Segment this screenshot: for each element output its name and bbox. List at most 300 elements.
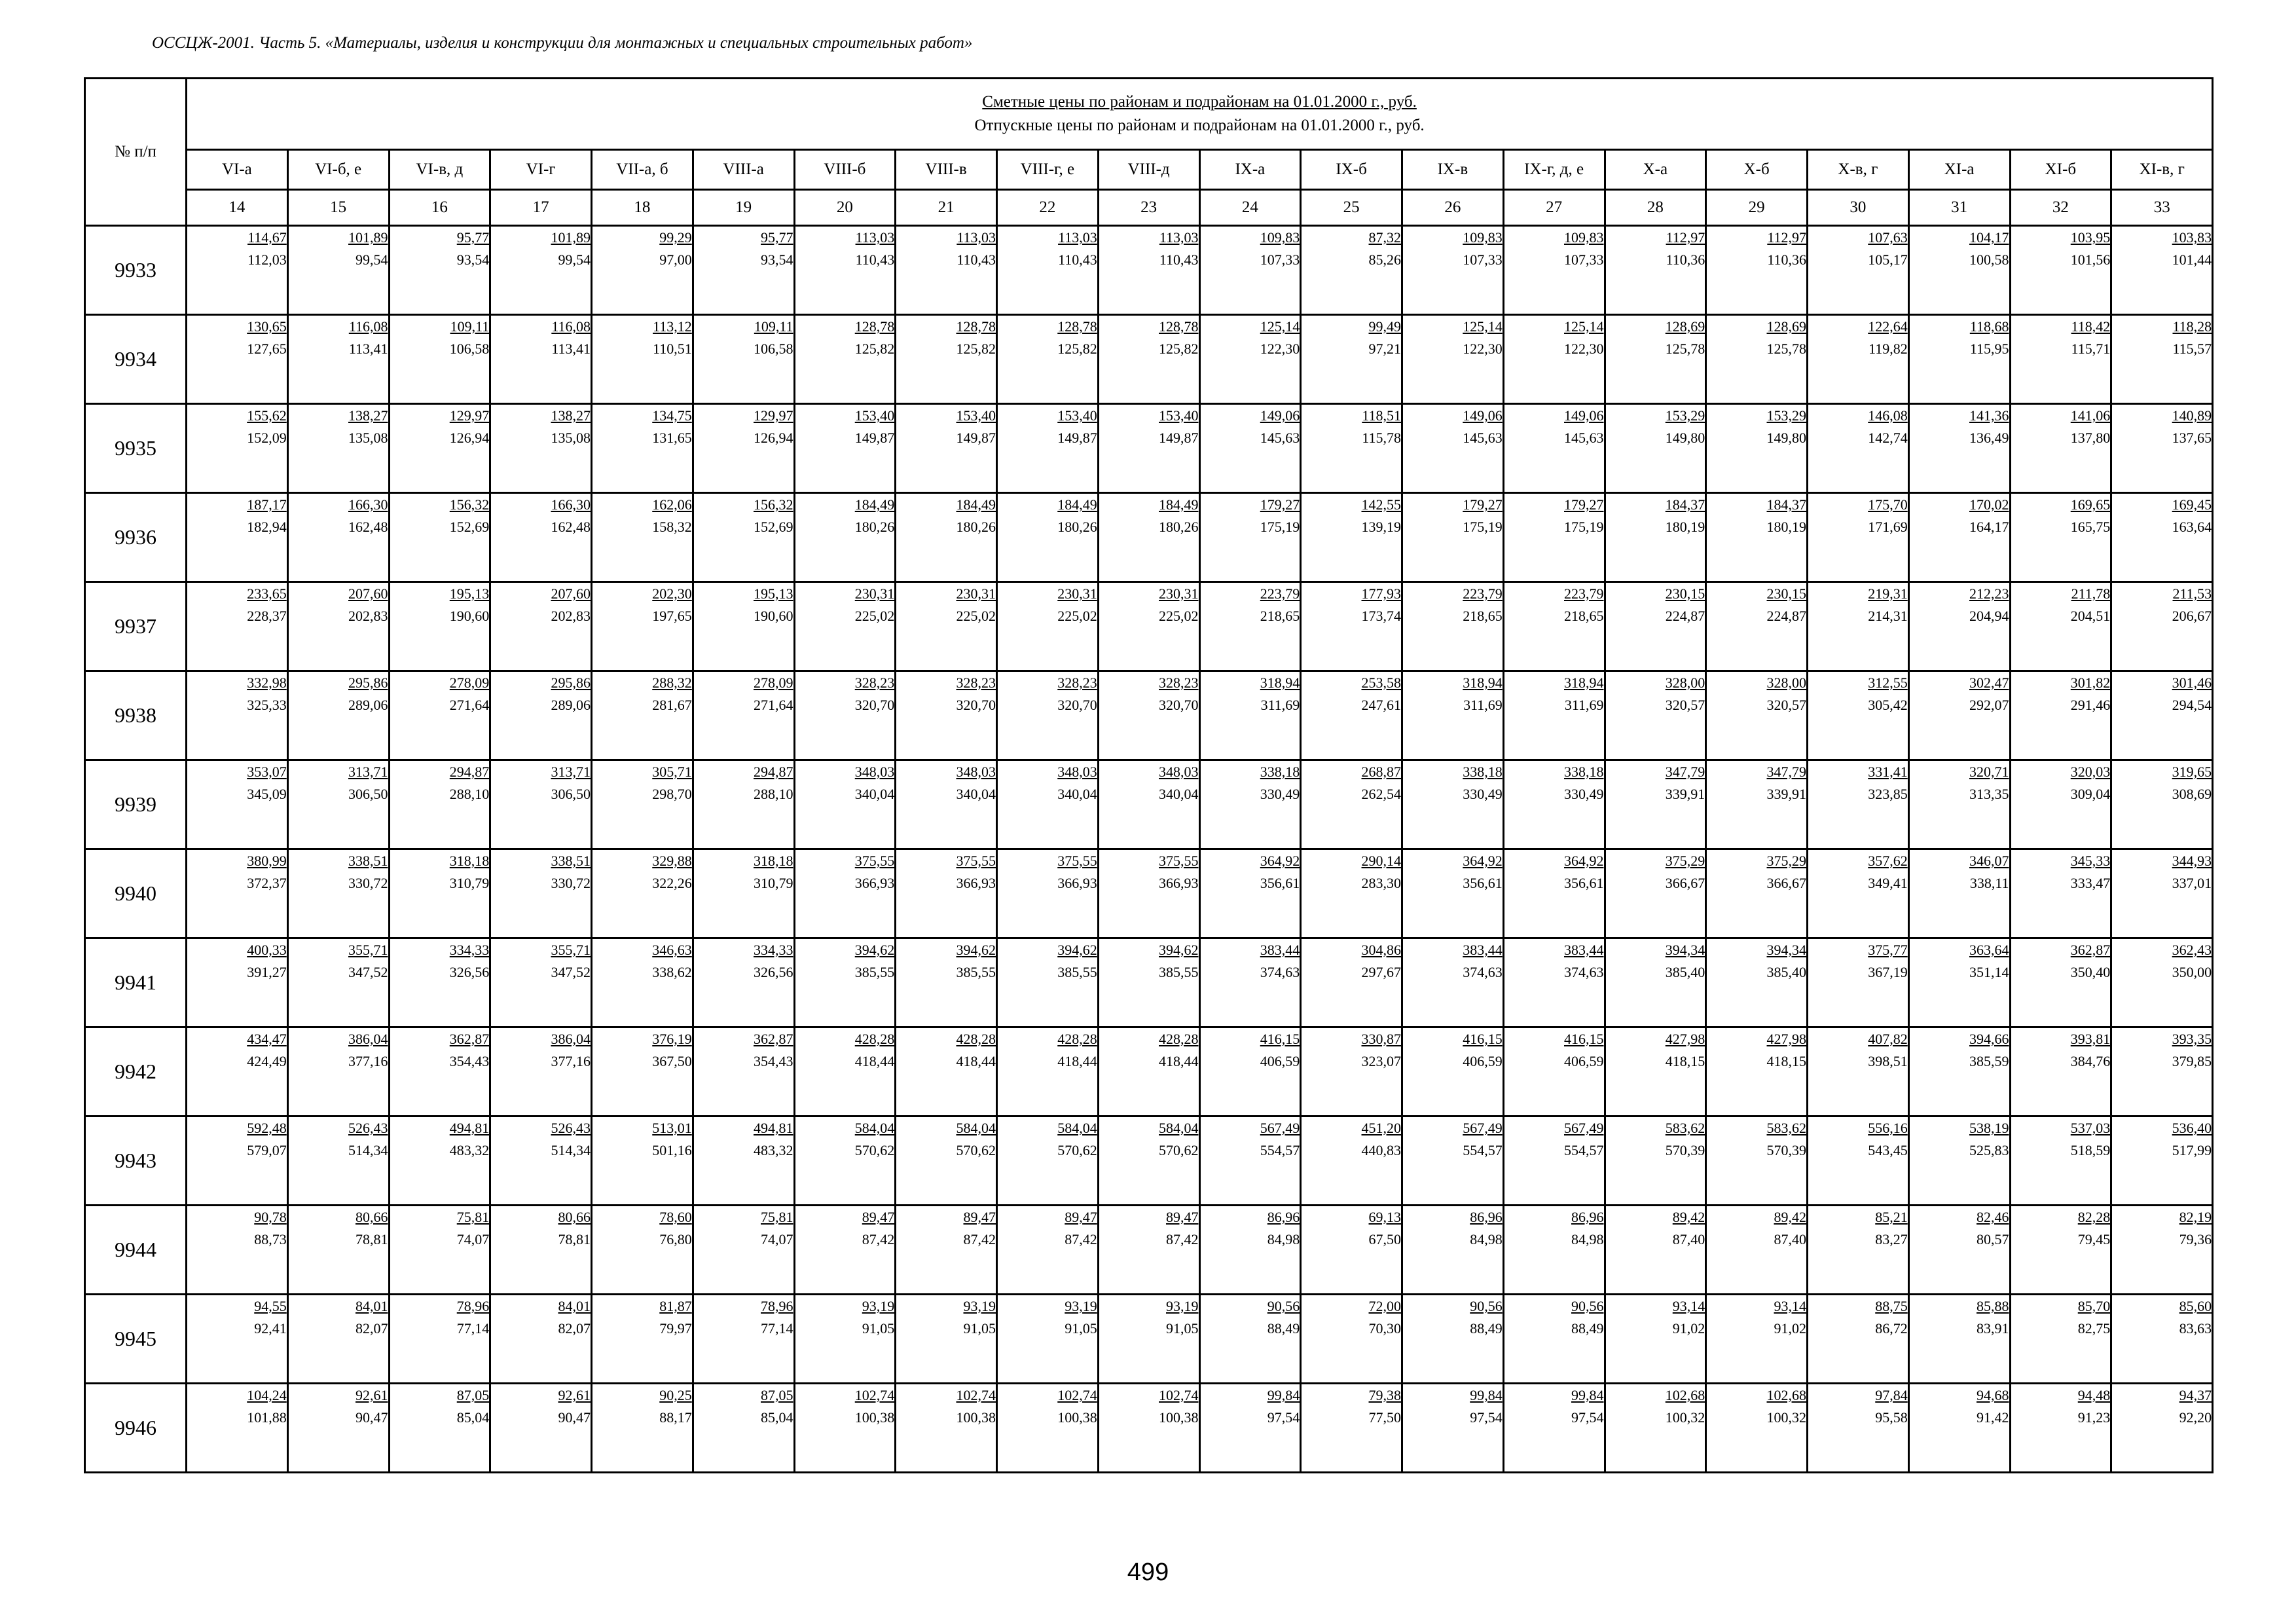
estimated-price: 212,23: [1969, 585, 2009, 602]
column-index: 33: [2111, 190, 2213, 226]
estimated-price: 153,29: [1766, 407, 1806, 424]
price-cell: [1301, 1027, 1402, 1116]
price-cell: [592, 938, 693, 1027]
price-cell: [490, 315, 592, 404]
price-cell: [592, 760, 693, 849]
estimated-price: 169,45: [2172, 496, 2212, 513]
release-price: 149,80: [1766, 430, 1806, 447]
estimated-price: 101,89: [348, 229, 388, 246]
release-price: 406,59: [1463, 1053, 1503, 1070]
release-price: 366,93: [854, 875, 895, 892]
estimated-price: 99,84: [1470, 1387, 1503, 1403]
release-price: 125,78: [1766, 341, 1806, 358]
release-price: 338,62: [652, 964, 692, 981]
price-cell: [1402, 404, 1504, 493]
release-price: 325,33: [247, 697, 287, 714]
release-price: 131,65: [652, 430, 692, 447]
price-cell: [1199, 226, 1301, 315]
estimated-price: 364,92: [1260, 853, 1300, 869]
price-cell: [1808, 1206, 1909, 1295]
release-price: 79,36: [2179, 1231, 2212, 1248]
release-price: 424,49: [247, 1053, 287, 1070]
column-index: 20: [794, 190, 896, 226]
price-cell: [389, 1206, 490, 1295]
estimated-price: 85,88: [1977, 1298, 2009, 1314]
estimated-price: 89,42: [1672, 1209, 1705, 1225]
estimated-price: 331,41: [1868, 764, 1908, 780]
estimated-price: 130,65: [247, 318, 287, 335]
price-cell: [2111, 404, 2213, 493]
price-cell: [2010, 938, 2111, 1027]
release-price: 514,34: [348, 1142, 388, 1159]
price-cell: [1605, 671, 1706, 760]
release-price: 483,32: [754, 1142, 793, 1159]
price-cell: [1402, 1384, 1504, 1473]
release-price: 122,30: [1564, 341, 1604, 358]
estimated-price: 416,15: [1260, 1031, 1300, 1047]
release-price: 74,07: [456, 1231, 490, 1248]
estimated-price: 128,78: [956, 318, 996, 335]
release-price: 320,70: [1159, 697, 1199, 714]
estimated-price: 86,96: [1571, 1209, 1604, 1225]
estimated-price: 166,30: [551, 496, 591, 513]
estimated-price: 184,49: [956, 496, 996, 513]
table-row: [85, 1027, 2213, 1116]
estimated-price: 86,96: [1470, 1209, 1503, 1225]
estimated-price: 187,17: [247, 496, 287, 513]
price-cell: [1808, 226, 1909, 315]
release-prices-caption: Отпускные цены по районам и подрайонам на 01.01.2000 г., руб.: [974, 117, 1425, 134]
estimated-price: 334,33: [449, 942, 490, 958]
estimated-price: 114,67: [247, 229, 287, 246]
release-price: 338,11: [1969, 875, 2009, 892]
estimated-price: 364,92: [1463, 853, 1503, 869]
price-cell: [1301, 1206, 1402, 1295]
estimated-price: 305,71: [652, 764, 692, 780]
price-cell: [997, 760, 1099, 849]
price-cell: [1605, 938, 1706, 1027]
release-price: 320,70: [1057, 697, 1097, 714]
release-price: 135,08: [348, 430, 388, 447]
release-price: 127,65: [247, 341, 287, 358]
estimated-price: 526,43: [551, 1120, 591, 1136]
release-price: 218,65: [1463, 608, 1503, 625]
price-cell: [490, 1116, 592, 1206]
estimated-price: 170,02: [1969, 496, 2009, 513]
release-price: 106,58: [449, 341, 490, 358]
estimated-price: 102,68: [1766, 1387, 1806, 1403]
estimated-price: 567,49: [1463, 1120, 1503, 1136]
release-price: 83,91: [1977, 1320, 2009, 1337]
release-price: 310,79: [449, 875, 490, 892]
price-cell: [1908, 1295, 2010, 1384]
estimated-price: 301,82: [2070, 674, 2111, 691]
release-price: 79,97: [659, 1320, 692, 1337]
release-price: 330,72: [551, 875, 591, 892]
estimated-price: 320,71: [1969, 764, 2009, 780]
release-price: 247,61: [1361, 697, 1401, 714]
release-price: 70,30: [1368, 1320, 1401, 1337]
estimated-price: 318,18: [754, 853, 793, 869]
release-price: 87,42: [1166, 1231, 1199, 1248]
price-cell: [1808, 1384, 1909, 1473]
release-price: 340,04: [1057, 786, 1097, 803]
release-price: 84,98: [1267, 1231, 1300, 1248]
release-price: 85,04: [761, 1409, 793, 1426]
release-price: 406,59: [1564, 1053, 1604, 1070]
price-cell: [490, 582, 592, 671]
release-price: 88,17: [659, 1409, 692, 1426]
release-price: 281,67: [652, 697, 692, 714]
release-price: 350,00: [2172, 964, 2212, 981]
release-price: 570,62: [1057, 1142, 1097, 1159]
release-price: 87,42: [862, 1231, 895, 1248]
price-cell: [592, 1027, 693, 1116]
estimated-price: 102,74: [1159, 1387, 1199, 1403]
estimated-price: 113,03: [1058, 229, 1097, 246]
estimated-price: 211,78: [2071, 585, 2111, 602]
estimated-price: 347,79: [1665, 764, 1705, 780]
release-price: 288,10: [449, 786, 490, 803]
estimated-price: 128,78: [1057, 318, 1097, 335]
price-cell: [997, 493, 1099, 582]
estimated-price: 383,44: [1260, 942, 1300, 958]
price-cell: [1503, 938, 1605, 1027]
release-price: 152,69: [449, 519, 490, 536]
release-price: 83,63: [2179, 1320, 2212, 1337]
release-price: 119,82: [1868, 341, 1908, 358]
estimated-price: 394,62: [1057, 942, 1097, 958]
release-price: 385,59: [1969, 1053, 2009, 1070]
estimated-price: 87,05: [761, 1387, 793, 1403]
price-cell: [1503, 671, 1605, 760]
estimated-price: 538,19: [1969, 1120, 2009, 1136]
district-header: VII-а, б: [592, 150, 693, 190]
release-price: 518,59: [2070, 1142, 2111, 1159]
estimated-price: 122,64: [1868, 318, 1908, 335]
price-cell: [1706, 1116, 1808, 1206]
estimated-price: 295,86: [551, 674, 591, 691]
price-cell: [2010, 1384, 2111, 1473]
release-price: 320,57: [1766, 697, 1806, 714]
estimated-price: 149,06: [1564, 407, 1604, 424]
estimated-price: 195,13: [754, 585, 793, 602]
price-cell: [187, 582, 288, 671]
release-price: 112,03: [247, 251, 287, 268]
release-price: 122,30: [1463, 341, 1503, 358]
estimated-price: 94,68: [1977, 1387, 2009, 1403]
release-price: 107,33: [1260, 251, 1300, 268]
price-cell: [1199, 404, 1301, 493]
estimated-price: 92,61: [558, 1387, 591, 1403]
release-price: 440,83: [1361, 1142, 1401, 1159]
district-header: X-б: [1706, 150, 1808, 190]
estimated-price: 102,74: [1057, 1387, 1097, 1403]
estimated-price: 179,27: [1564, 496, 1604, 513]
column-index: 23: [1098, 190, 1199, 226]
release-price: 88,49: [1267, 1320, 1300, 1337]
price-cell: [490, 226, 592, 315]
estimated-price: 184,37: [1766, 496, 1806, 513]
estimated-price: 328,00: [1665, 674, 1705, 691]
release-price: 165,75: [2070, 519, 2111, 536]
estimated-price: 125,14: [1463, 318, 1503, 335]
release-price: 145,63: [1463, 430, 1503, 447]
estimated-price: 112,97: [1666, 229, 1705, 246]
price-cell: [2010, 582, 2111, 671]
estimated-price: 90,56: [1571, 1298, 1604, 1314]
price-cell: [1908, 1384, 2010, 1473]
estimated-price: 230,15: [1665, 585, 1705, 602]
estimated-price: 364,92: [1564, 853, 1604, 869]
estimated-price: 184,49: [1057, 496, 1097, 513]
release-price: 218,65: [1260, 608, 1300, 625]
estimated-price: 93,14: [1774, 1298, 1806, 1314]
price-cell: [1908, 1206, 2010, 1295]
release-price: 88,49: [1571, 1320, 1604, 1337]
estimated-price: 107,63: [1868, 229, 1908, 246]
row-number: 9933: [85, 226, 187, 315]
estimated-price: 140,89: [2172, 407, 2212, 424]
release-price: 77,14: [761, 1320, 793, 1337]
estimated-price: 93,19: [862, 1298, 895, 1314]
estimated-price: 102,74: [956, 1387, 996, 1403]
estimated-price: 318,18: [449, 853, 490, 869]
estimated-price: 89,47: [1166, 1209, 1199, 1225]
release-price: 110,43: [1058, 251, 1097, 268]
estimated-price: 362,87: [754, 1031, 793, 1047]
price-cell: [693, 493, 794, 582]
column-index-row: [85, 190, 2213, 226]
price-cell: [1098, 671, 1199, 760]
estimated-price: 179,27: [1260, 496, 1300, 513]
release-price: 418,15: [1665, 1053, 1705, 1070]
price-cell: [2010, 315, 2111, 404]
estimated-price: 584,04: [1057, 1120, 1097, 1136]
table-row: [85, 582, 2213, 671]
release-price: 366,67: [1665, 875, 1705, 892]
price-cell: [1908, 315, 2010, 404]
release-price: 322,26: [652, 875, 692, 892]
estimated-price: 567,49: [1260, 1120, 1300, 1136]
release-price: 164,17: [1969, 519, 2009, 536]
estimated-price: 330,87: [1361, 1031, 1401, 1047]
release-price: 101,88: [247, 1409, 287, 1426]
estimated-price: 177,93: [1361, 585, 1401, 602]
estimated-price: 99,49: [1368, 318, 1401, 335]
release-price: 391,27: [247, 964, 287, 981]
price-cell: [1908, 1027, 2010, 1116]
release-price: 93,54: [761, 251, 793, 268]
estimated-price: 537,03: [2070, 1120, 2111, 1136]
estimated-price: 592,48: [247, 1120, 287, 1136]
estimated-price: 87,32: [1368, 229, 1401, 246]
release-price: 377,16: [348, 1053, 388, 1070]
release-price: 90,47: [355, 1409, 388, 1426]
release-price: 320,70: [956, 697, 996, 714]
district-header: IX-в: [1402, 150, 1504, 190]
price-cell: [2111, 1116, 2213, 1206]
table-row: [85, 493, 2213, 582]
estimated-price: 109,11: [754, 318, 793, 335]
estimated-price: 344,93: [2172, 853, 2212, 869]
price-cell: [1706, 1295, 1808, 1384]
estimated-price: 295,86: [348, 674, 388, 691]
price-cell: [997, 1206, 1099, 1295]
estimated-price: 230,31: [1057, 585, 1097, 602]
price-cell: [187, 938, 288, 1027]
estimated-price: 338,18: [1564, 764, 1604, 780]
release-price: 340,04: [956, 786, 996, 803]
estimated-price: 334,33: [754, 942, 793, 958]
estimated-price: 328,23: [1159, 674, 1199, 691]
release-price: 126,94: [449, 430, 490, 447]
price-cell: [2111, 1295, 2213, 1384]
release-price: 175,19: [1260, 519, 1300, 536]
release-price: 91,42: [1977, 1409, 2009, 1426]
estimated-price: 93,14: [1672, 1298, 1705, 1314]
release-price: 339,91: [1766, 786, 1806, 803]
estimated-price: 355,71: [348, 942, 388, 958]
district-header: VI-в, д: [389, 150, 490, 190]
release-price: 197,65: [652, 608, 692, 625]
price-type-header: [187, 79, 2213, 150]
estimated-price: 78,96: [761, 1298, 793, 1314]
release-price: 100,38: [854, 1409, 895, 1426]
estimated-price: 375,55: [1159, 853, 1199, 869]
estimated-price: 338,51: [551, 853, 591, 869]
release-price: 91,02: [1672, 1320, 1705, 1337]
estimated-price: 355,71: [551, 942, 591, 958]
price-cell: [896, 1384, 997, 1473]
price-cell: [1098, 226, 1199, 315]
price-cell: [592, 1295, 693, 1384]
release-price: 204,51: [2070, 608, 2111, 625]
estimated-price: 380,99: [247, 853, 287, 869]
price-cell: [997, 1384, 1099, 1473]
release-price: 340,04: [1159, 786, 1199, 803]
release-price: 97,21: [1368, 341, 1401, 358]
release-price: 125,82: [1159, 341, 1199, 358]
release-price: 101,44: [2172, 251, 2212, 268]
estimated-price: 301,46: [2172, 674, 2212, 691]
estimated-price: 141,06: [2070, 407, 2111, 424]
release-price: 406,59: [1260, 1053, 1300, 1070]
column-index: 24: [1199, 190, 1301, 226]
release-price: 87,40: [1672, 1231, 1705, 1248]
release-price: 115,95: [1969, 341, 2009, 358]
price-cell: [896, 1295, 997, 1384]
row-number: 9935: [85, 404, 187, 493]
row-number: 9946: [85, 1384, 187, 1473]
release-price: 162,48: [348, 519, 388, 536]
estimated-price: 375,55: [854, 853, 895, 869]
price-cell: [1808, 1295, 1909, 1384]
price-cell: [1199, 1116, 1301, 1206]
release-price: 330,72: [348, 875, 388, 892]
release-price: 305,42: [1868, 697, 1908, 714]
row-number: 9937: [85, 582, 187, 671]
price-cell: [187, 1206, 288, 1295]
estimated-price: 230,15: [1766, 585, 1806, 602]
release-price: 570,62: [956, 1142, 996, 1159]
price-cell: [1199, 938, 1301, 1027]
release-price: 149,87: [854, 430, 895, 447]
estimated-price: 230,31: [956, 585, 996, 602]
table-row: [85, 1295, 2213, 1384]
price-cell: [1098, 1384, 1199, 1473]
release-price: 100,58: [1969, 251, 2009, 268]
release-price: 350,40: [2070, 964, 2111, 981]
estimated-price: 383,44: [1564, 942, 1604, 958]
release-price: 543,45: [1868, 1142, 1908, 1159]
row-number: 9938: [85, 671, 187, 760]
estimated-price: 320,03: [2070, 764, 2111, 780]
estimated-price: 332,98: [247, 674, 287, 691]
estimated-price: 394,62: [956, 942, 996, 958]
column-index: 16: [389, 190, 490, 226]
price-cell: [1908, 404, 2010, 493]
price-cell: [187, 1384, 288, 1473]
estimated-price: 78,96: [456, 1298, 490, 1314]
price-cell: [1706, 315, 1808, 404]
release-price: 366,93: [956, 875, 996, 892]
release-price: 289,06: [348, 697, 388, 714]
price-cell: [1808, 1027, 1909, 1116]
estimated-price: 82,46: [1977, 1209, 2009, 1225]
release-price: 110,36: [1666, 251, 1705, 268]
price-cell: [389, 1027, 490, 1116]
column-index: 32: [2010, 190, 2111, 226]
release-price: 385,55: [956, 964, 996, 981]
release-price: 175,19: [1564, 519, 1604, 536]
estimated-price: 134,75: [652, 407, 692, 424]
estimated-price: 394,34: [1766, 942, 1806, 958]
row-number: 9943: [85, 1116, 187, 1206]
release-price: 107,33: [1463, 251, 1503, 268]
release-price: 418,15: [1766, 1053, 1806, 1070]
price-cell: [1098, 1295, 1199, 1384]
price-cell: [1503, 760, 1605, 849]
release-price: 354,43: [754, 1053, 793, 1070]
release-price: 97,54: [1470, 1409, 1503, 1426]
estimated-price: 294,87: [754, 764, 793, 780]
price-cell: [896, 760, 997, 849]
release-price: 87,42: [963, 1231, 996, 1248]
price-cell: [896, 582, 997, 671]
release-price: 262,54: [1361, 786, 1401, 803]
estimated-price: 223,79: [1463, 585, 1503, 602]
estimated-price: 427,98: [1665, 1031, 1705, 1047]
release-price: 182,94: [247, 519, 287, 536]
estimated-price: 118,42: [2071, 318, 2111, 335]
release-price: 271,64: [754, 697, 793, 714]
price-cell: [1503, 1116, 1605, 1206]
release-price: 323,85: [1868, 786, 1908, 803]
release-price: 77,50: [1368, 1409, 1401, 1426]
estimated-price: 428,28: [1159, 1031, 1199, 1047]
release-price: 180,26: [854, 519, 895, 536]
estimated-price: 328,00: [1766, 674, 1806, 691]
release-price: 306,50: [348, 786, 388, 803]
price-cell: [287, 493, 389, 582]
row-number: 9936: [85, 493, 187, 582]
price-cell: [1808, 1116, 1909, 1206]
price-cell: [794, 760, 896, 849]
release-price: 310,79: [754, 875, 793, 892]
price-cell: [693, 671, 794, 760]
price-cell: [2010, 226, 2111, 315]
